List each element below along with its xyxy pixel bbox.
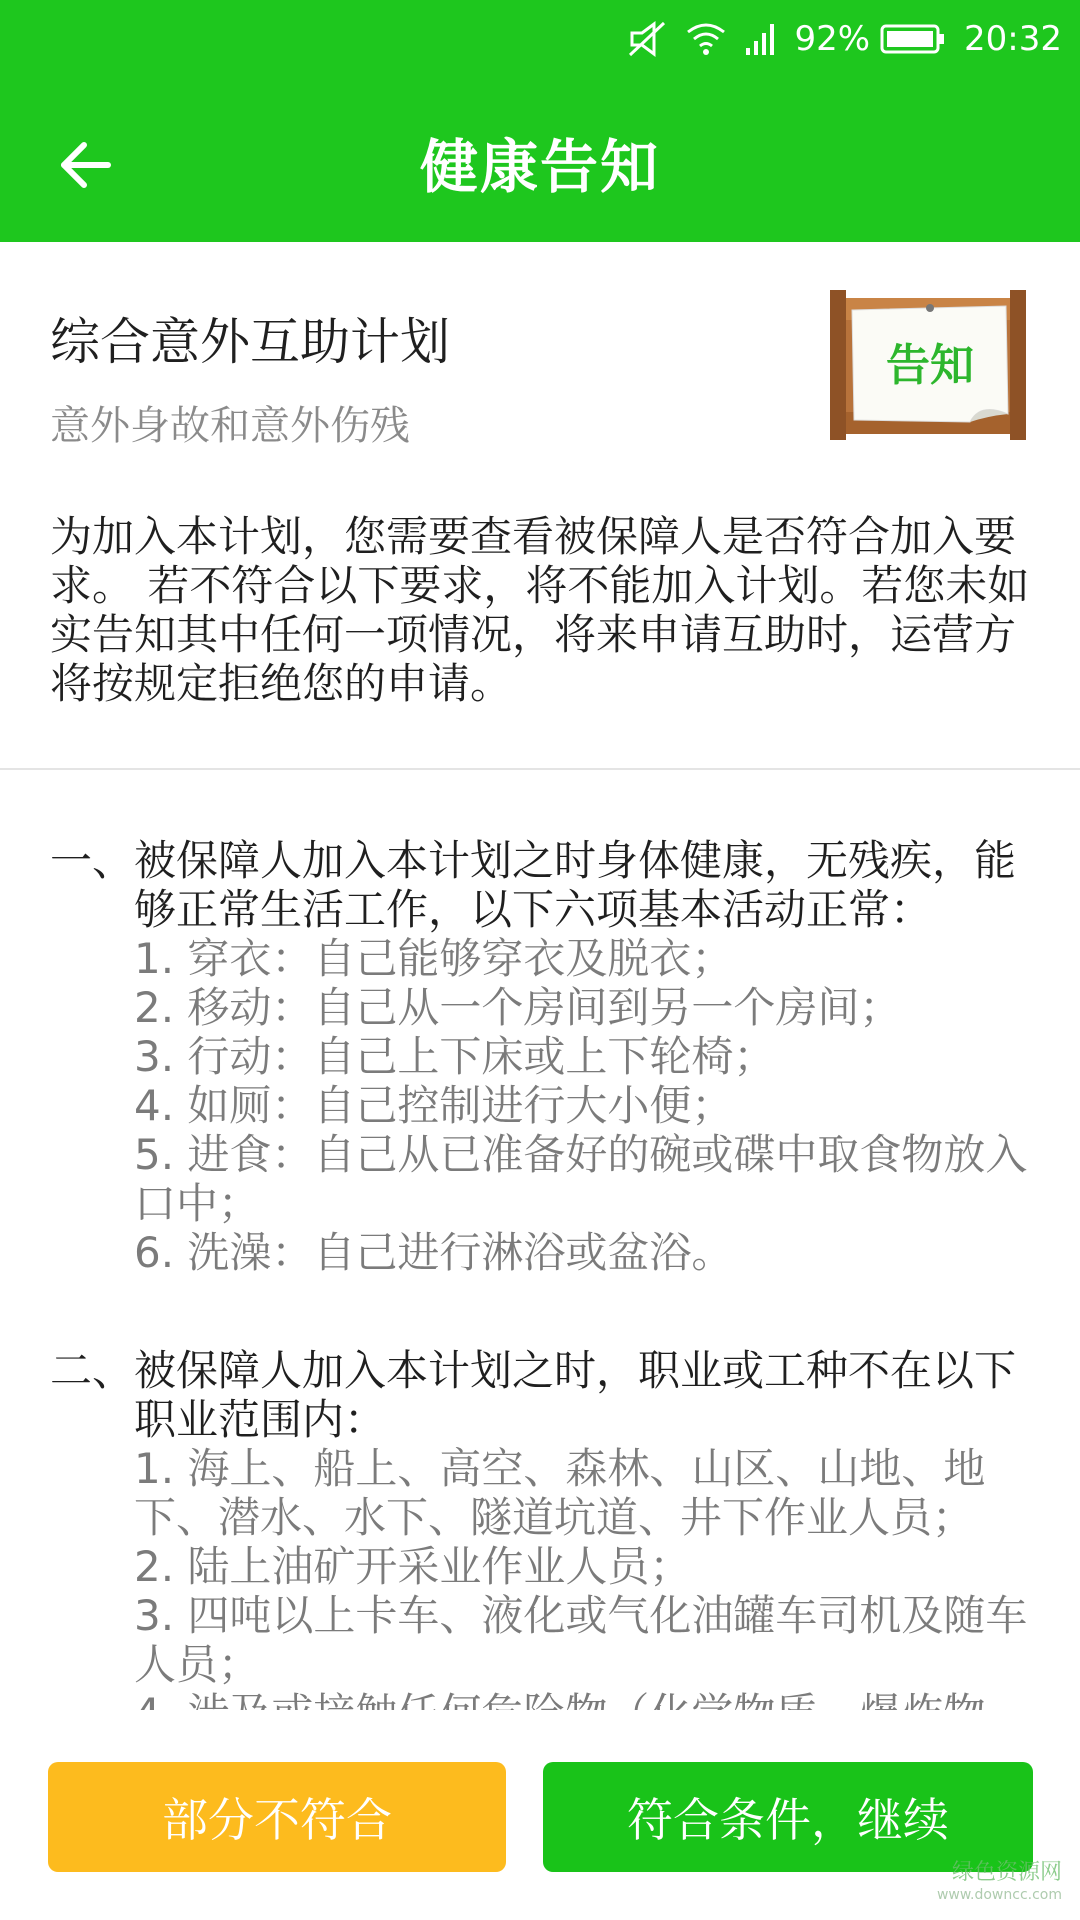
requirement-items	[134, 1444, 1030, 1738]
page-title: 健康告知	[419, 133, 660, 201]
notice-board-image	[830, 290, 1026, 440]
requirement-number: 二、	[50, 1346, 135, 1395]
watermark	[937, 1862, 1062, 1906]
eligible-continue-button[interactable]: 符合条件，继续	[543, 1762, 1033, 1872]
requirements-list	[0, 770, 1080, 1710]
notice-badge-text: 告知	[886, 340, 974, 391]
battery-indicator	[794, 19, 946, 59]
requirement-text: 被保障人加入本计划之时，职业或工种不在以下职业范围内：	[134, 1346, 1017, 1444]
wifi-icon	[686, 22, 726, 56]
plan-summary	[0, 242, 1080, 770]
list-item: 4. 如厕：自己控制进行大小便；	[134, 1081, 734, 1130]
signal-icon	[744, 22, 776, 56]
clock: 20:32	[964, 19, 1062, 59]
action-bar	[0, 1710, 1080, 1920]
mute-icon	[628, 21, 668, 57]
requirement-items	[134, 934, 1030, 1277]
intro-text: 为加入本计划，您需要查看被保障人是否符合加入要求。 若不符合以下要求，将不能加入计划。若您未如实告知其中任何一项情况，将来申请互助时，运营方将按规定拒绝您的申请。	[50, 512, 1030, 708]
requirement-2	[50, 1346, 1030, 1738]
list-item: 1. 海上、船上、高空、森林、山区、山地、地下、潜水、水下、隧道坑道、井下作业人员；	[134, 1444, 986, 1542]
list-item: 5. 进食：自己从已准备好的碗或碟中取食物放入口中；	[134, 1130, 1028, 1228]
requirement-1	[50, 836, 1030, 1277]
battery-percent: 92%	[794, 19, 871, 59]
watermark-en: www.downcc.com	[936, 1887, 1062, 1903]
battery-icon	[880, 22, 946, 56]
list-item: 3. 四吨以上卡车、液化或气化油罐车司机及随车人员；	[134, 1591, 1028, 1689]
list-item: 2. 移动：自己从一个房间到另一个房间；	[134, 983, 902, 1032]
watermark-cn: 绿色资源网	[951, 1860, 1062, 1885]
plan-title: 综合意外互助计划	[50, 313, 450, 371]
partial-not-eligible-button[interactable]: 部分不符合	[48, 1762, 506, 1872]
list-item: 2. 陆上油矿开采业作业人员；	[134, 1542, 692, 1591]
requirement-text: 被保障人加入本计划之时身体健康，无残疾，能够正常生活工作，以下六项基本活动正常：	[134, 836, 1017, 934]
list-item: 6. 洗澡：自己进行淋浴或盆浴。	[134, 1228, 734, 1277]
list-item: 3. 行动：自己上下床或上下轮椅；	[134, 1032, 776, 1081]
plan-subtitle: 意外身故和意外伤残	[50, 403, 410, 449]
requirement-number: 一、	[50, 836, 135, 885]
app-bar	[0, 90, 1080, 230]
status-bar	[628, 14, 1062, 64]
header	[0, 0, 1080, 242]
list-item: 1. 穿衣：自己能够穿衣及脱衣；	[134, 934, 734, 983]
